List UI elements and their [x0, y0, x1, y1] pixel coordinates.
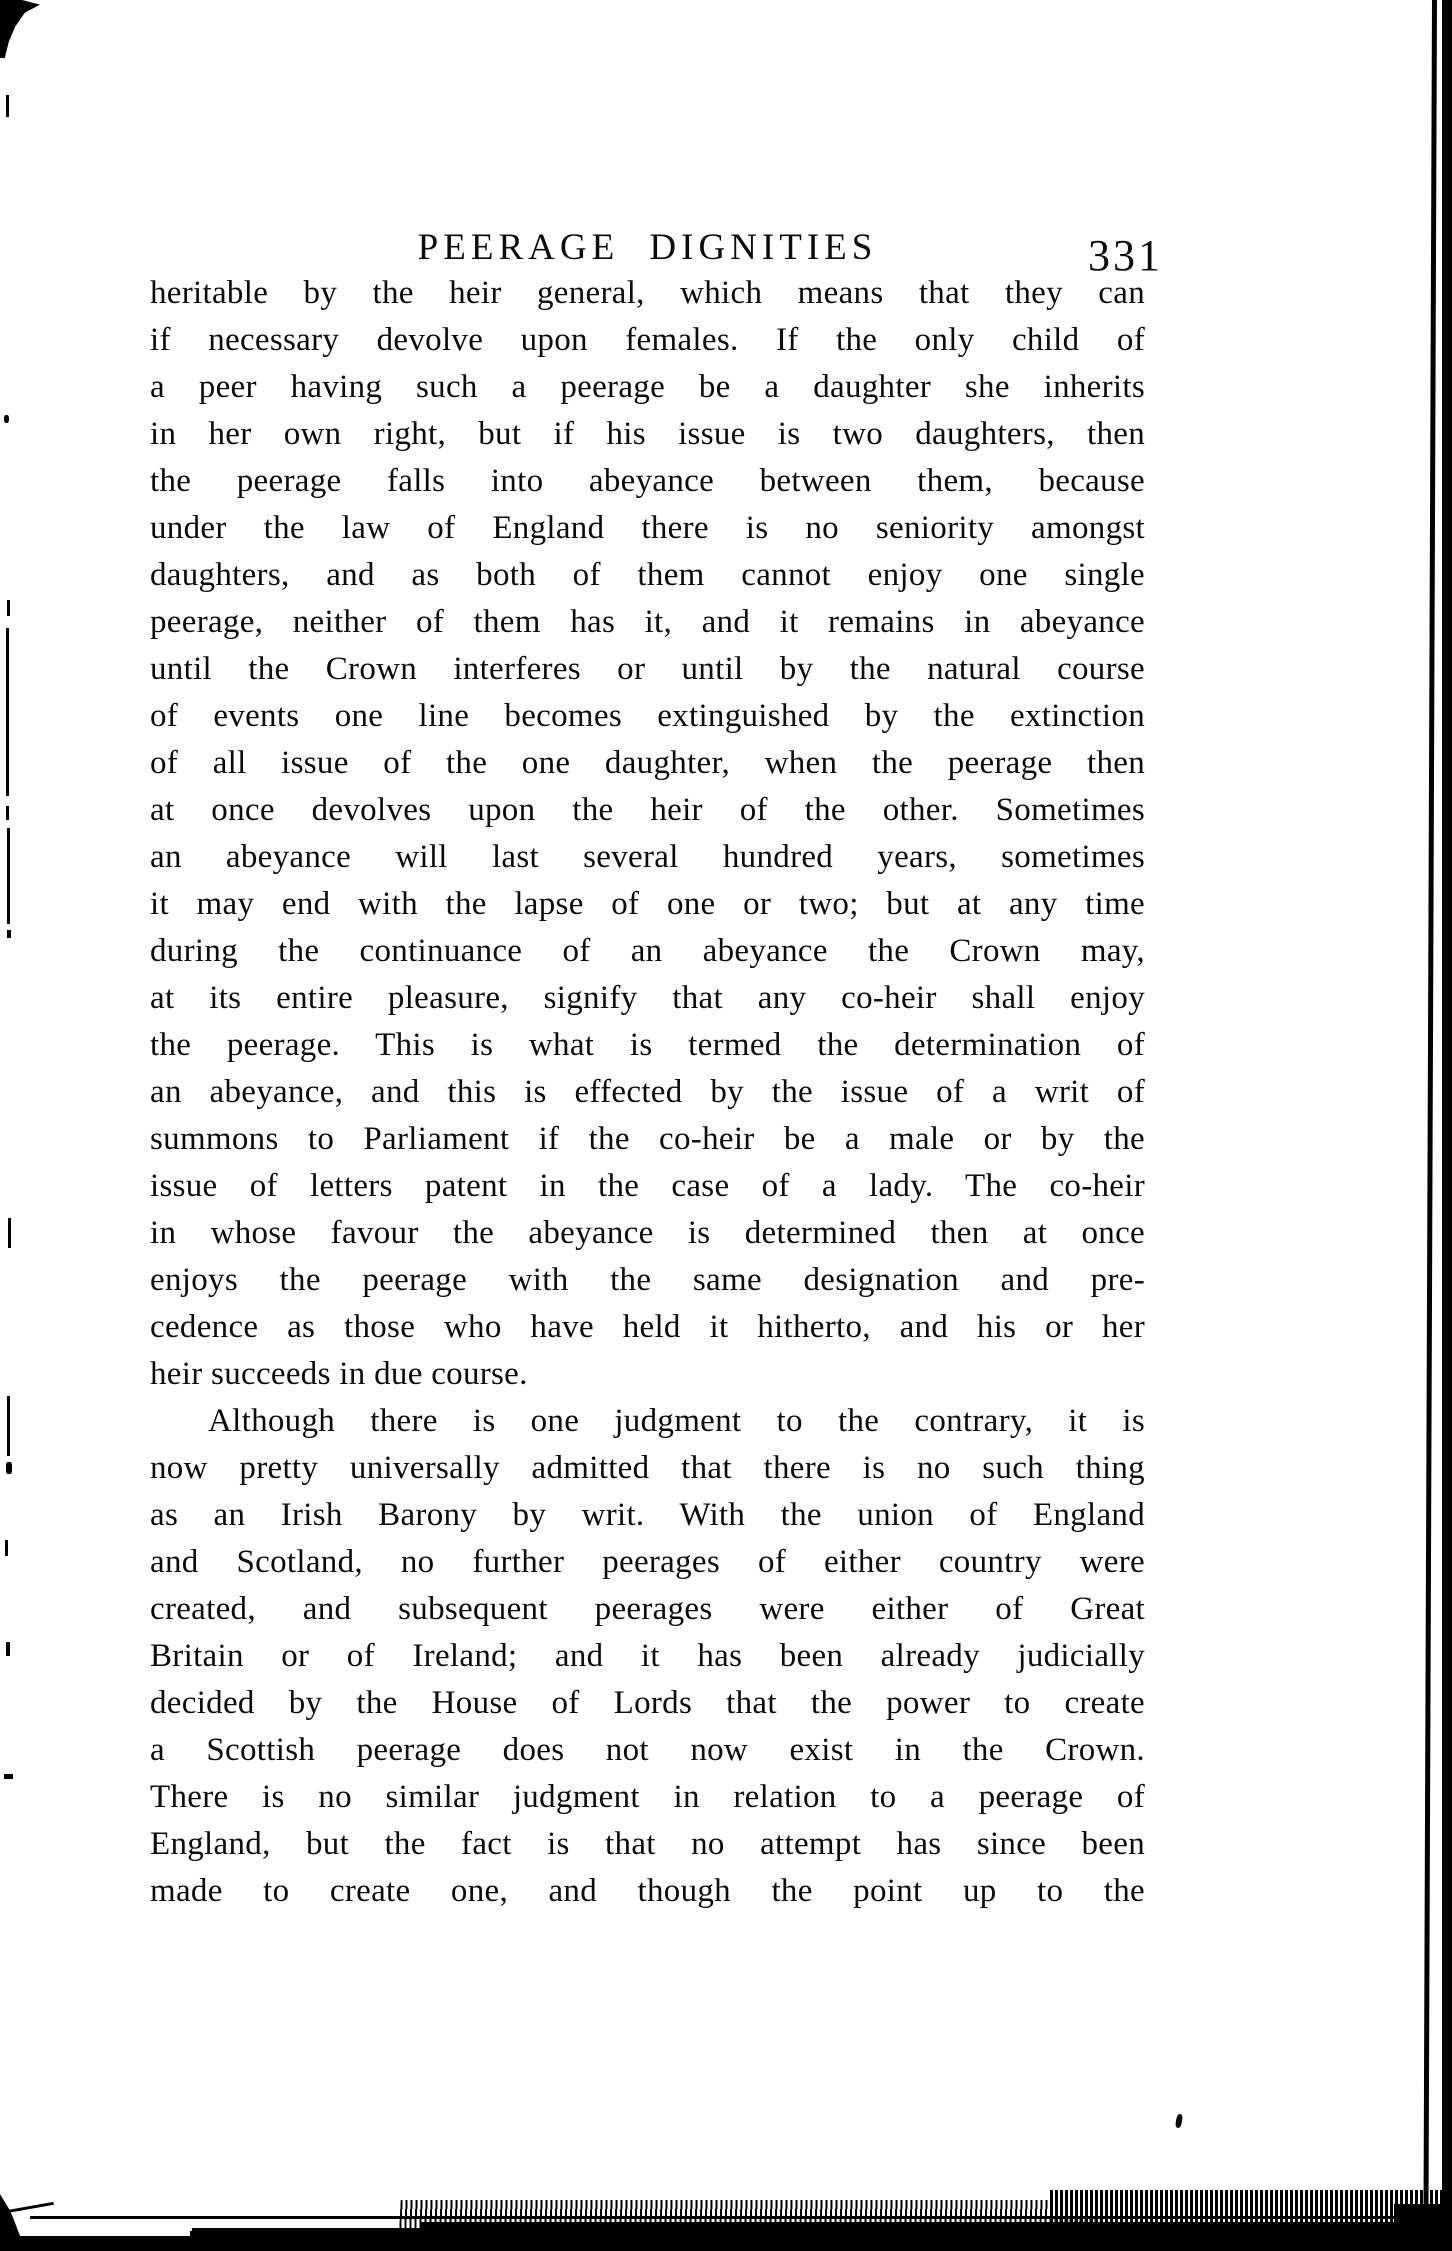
scan-artifact-top-left-corner — [0, 0, 40, 58]
scan-artifact-speck — [1175, 2114, 1183, 2129]
scan-artifact-left-mark — [6, 806, 9, 820]
text-line: the peerage falls into abeyance between them, because — [150, 463, 1145, 499]
scan-artifact-left-mark — [4, 415, 9, 423]
scan-artifact-left-mark — [8, 1218, 11, 1248]
text-line: and Scotland, no further peerages of either country were — [150, 1544, 1145, 1580]
scan-artifact-bottom-band — [420, 2222, 1452, 2251]
text-line: decided by the House of Lords that the power to create — [150, 1685, 1145, 1721]
text-line: it may end with the lapse of one or two; but at any time — [150, 886, 1145, 922]
text-line: at its entire pleasure, signify that any co-heir shall enjoy — [150, 980, 1145, 1016]
scan-artifact-left-mark — [5, 1540, 8, 1556]
scan-artifact-left-line — [6, 628, 9, 796]
text-line: an abeyance will last several hundred years, sometimes — [150, 839, 1145, 875]
text-line: a peer having such a peerage be a daughter she inherits — [150, 369, 1145, 405]
text-line: until the Crown interferes or until by the natural course — [150, 651, 1145, 687]
body-text — [150, 270, 1145, 1915]
scan-artifact-right-line — [1423, 0, 1437, 2251]
text-line: of events one line becomes extinguished by the extinction — [150, 698, 1145, 734]
text-line: heritable by the heir general, which means that they can — [150, 275, 1145, 311]
scan-artifact-bottom-band — [0, 2236, 420, 2251]
text-line: Although there is one judgment to the contrary, it is — [208, 1403, 1145, 1439]
text-line: under the law of England there is no seniority amongst — [150, 510, 1145, 546]
text-line: a Scottish peerage does not now exist in the Crown. — [150, 1732, 1145, 1768]
text-line: Britain or of Ireland; and it has been already judicially — [150, 1638, 1145, 1674]
text-line: made to create one, and though the point up to the — [150, 1873, 1145, 1909]
scan-artifact-left-line — [7, 1396, 10, 1456]
text-line: as an Irish Barony by writ. With the union of England — [150, 1497, 1145, 1533]
text-line: daughters, and as both of them cannot enjoy one single — [150, 557, 1145, 593]
scan-artifact-left-mark — [6, 95, 9, 117]
text-line: the peerage. This is what is termed the determination of — [150, 1027, 1145, 1063]
text-line: enjoys the peerage with the same designation and pre- — [150, 1262, 1145, 1298]
text-line: in her own right, but if his issue is two daughters, then — [150, 416, 1145, 452]
text-line: England, but the fact is that no attempt has since been — [150, 1826, 1145, 1862]
text-line: There is no similar judgment in relation to a peerage of — [150, 1779, 1145, 1815]
text-line: of all issue of the one daughter, when the peerage then — [150, 745, 1145, 781]
scan-artifact-left-mark — [6, 1642, 10, 1656]
text-line: now pretty universally admitted that there is no such thing — [150, 1450, 1145, 1486]
text-line: an abeyance, and this is effected by the issue of a writ of — [150, 1074, 1145, 1110]
scan-artifact-left-mark — [7, 600, 10, 616]
text-line: peerage, neither of them has it, and it remains in abeyance — [150, 604, 1145, 640]
scan-artifact-bottom-right-block — [1394, 2204, 1452, 2251]
text-line: heir succeeds in due course. — [150, 1356, 528, 1392]
scan-artifact-bottom-line-curve — [6, 2202, 54, 2213]
running-header-title: PEERAGE DIGNITIES — [417, 227, 878, 268]
scan-artifact-right-band — [1442, 0, 1452, 2251]
scan-artifact-left-mark — [6, 1462, 12, 1474]
scan-artifact-left-mark — [4, 1774, 13, 1779]
scan-artifact-left-mark — [7, 930, 11, 938]
text-line: created, and subsequent peerages were either of Great — [150, 1591, 1145, 1627]
text-line: summons to Parliament if the co-heir be a male or by the — [150, 1121, 1145, 1157]
text-line: issue of letters patent in the case of a lady. The co-heir — [150, 1168, 1145, 1204]
scan-artifact-white-gap — [52, 2221, 192, 2231]
text-line: if necessary devolve upon females. If the only child of — [150, 322, 1145, 358]
scan-artifact-bottom-band — [0, 2240, 60, 2251]
text-line: cedence as those who have held it hitherto, and his or her — [150, 1309, 1145, 1345]
scan-artifact-left-line — [7, 828, 10, 924]
text-line: during the continuance of an abeyance the Crown may, — [150, 933, 1145, 969]
text-line: in whose favour the abeyance is determined then at once — [150, 1215, 1145, 1251]
page-number: 331 — [1088, 231, 1163, 280]
text-line: at once devolves upon the heir of the other. Sometimes — [150, 792, 1145, 828]
